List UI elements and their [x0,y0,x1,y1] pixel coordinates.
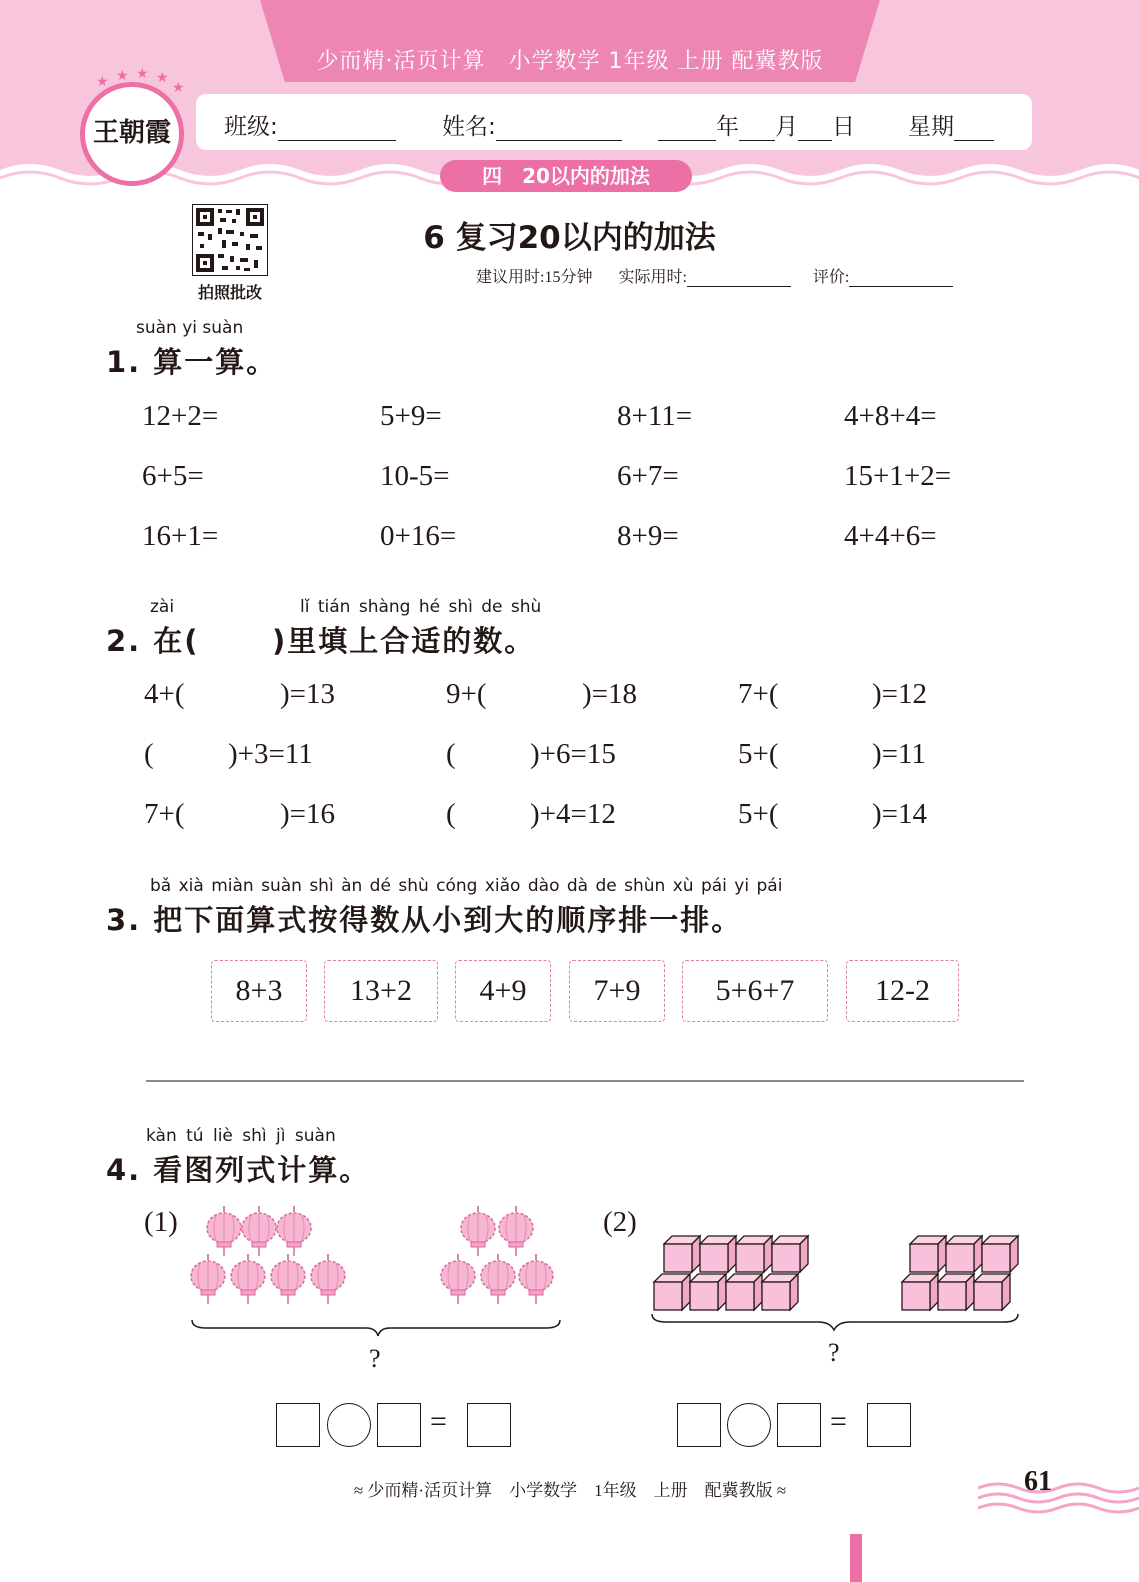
suggested-time: 建议用时:15分钟 [476,269,593,286]
lantern-icon [311,1254,345,1304]
chapter-badge: 四 20以内的加法 [440,160,692,192]
q4-part2-label: (2) [603,1206,637,1238]
q2-expr-right: )+4=12 [530,798,616,830]
lantern-icon [441,1254,475,1304]
page-number: 61 [1024,1466,1052,1497]
q2-expr-right: )=16 [280,798,336,830]
q2-expr-left: ( [446,738,456,770]
q2-expr-left: 4+( [144,678,185,710]
q2-title-end: )里填上合适的数。 [272,624,536,658]
q1-expression[interactable]: 15+1+2= [844,460,952,492]
lantern-icon [242,1206,276,1256]
q4-pinyin: kàn tú liè shì jì suàn [146,1126,336,1146]
star-icon: ★ [96,74,109,90]
q2-expr-right: )=12 [872,678,928,710]
lantern-icon [481,1254,515,1304]
class-label: 班级: [224,114,278,140]
cube-illustration [648,1232,1024,1336]
cube-icon [772,1236,808,1272]
lesson-title: 6 复习20以内的加法 [423,220,716,256]
q1-expression[interactable]: 10-5= [380,460,450,492]
page-tab-marker [850,1534,862,1582]
q1-expression[interactable]: 12+2= [142,400,219,432]
series-title: 少而精·活页计算 小学数学 1年级 上册 配冀教版 [316,49,824,74]
q3-card[interactable]: 13+2 [324,960,438,1022]
day-label: 日 [832,114,855,140]
star-icon: ★ [116,68,129,84]
q1-expression[interactable]: 5+9= [380,400,442,432]
footer-text: ≈ 少而精·活页计算 小学数学 1年级 上册 配冀教版 ≈ [353,1481,787,1500]
q2-pinyin: lǐ tián shàng hé shì de shù [300,597,542,617]
equals-sign: = [830,1405,847,1438]
q4-question-mark: ? [369,1344,381,1373]
lantern-icon [499,1206,533,1256]
cube-icon [690,1274,726,1310]
q2-expr-left: 9+( [446,678,487,710]
q4-part1-label: (1) [144,1206,178,1238]
lantern-icon [207,1206,241,1256]
q3-card[interactable]: 12-2 [846,960,959,1022]
lantern-icon [271,1254,305,1304]
q2-pinyin-zai: zài [150,597,175,617]
date-field[interactable] [658,108,855,141]
name-label: 姓名: [442,114,496,140]
cube-icon [974,1274,1010,1310]
cube-icon [762,1274,798,1310]
answer-box[interactable] [377,1403,421,1447]
q3-title: 3. 把下面算式按得数从小到大的顺序排一排。 [106,903,743,937]
logo-text: 王朝霞 [92,118,171,147]
month-label: 月 [775,114,798,140]
star-icon: ★ [172,80,185,96]
q1-expression[interactable]: 16+1= [142,520,219,552]
lantern-icon [519,1254,553,1304]
q1-expression[interactable]: 6+7= [617,460,679,492]
q3-card[interactable]: 4+9 [455,960,551,1022]
q2-expr-left: 5+( [738,798,779,830]
q4-question-mark: ? [828,1338,840,1367]
q2-expr-right: )=14 [872,798,928,830]
q1-pinyin: suàn yi suàn [136,318,244,338]
cube-icon [910,1236,946,1272]
weekday-label: 星期 [908,114,954,140]
q3-card[interactable]: 8+3 [211,960,307,1022]
q2-expr-right: )=13 [280,678,336,710]
class-field[interactable] [224,108,396,141]
answer-box[interactable] [867,1403,911,1447]
q2-expr-left: 7+( [144,798,185,830]
lantern-icon [191,1254,225,1304]
answer-box[interactable] [677,1403,721,1447]
star-icon: ★ [156,70,169,86]
q3-pinyin: bǎ xià miàn suàn shì àn dé shù cóng xiǎo dào dà de shùn xù pái yi pái [150,876,783,896]
footer-wave [978,1480,1139,1514]
cube-icon [982,1236,1018,1272]
rating-field[interactable] [849,268,953,287]
lantern-icon [277,1206,311,1256]
q3-card[interactable]: 5+6+7 [682,960,828,1022]
actual-time-label: 实际用时: [618,269,687,286]
actual-time-field[interactable] [687,268,791,287]
name-field[interactable] [442,108,622,141]
q1-title: 1. 算一算。 [106,345,278,379]
lantern-illustration [186,1202,572,1338]
q1-expression[interactable]: 0+16= [380,520,457,552]
rating-label: 评价: [812,269,850,286]
time-line [476,264,953,287]
cube-icon [654,1274,690,1310]
q1-expression[interactable]: 8+11= [617,400,693,432]
year-label: 年 [716,114,739,140]
cube-icon [902,1274,938,1310]
answer-box[interactable] [276,1403,320,1447]
q1-expression[interactable]: 6+5= [142,460,204,492]
cube-icon [700,1236,736,1272]
answer-box[interactable] [467,1403,511,1447]
star-icon: ★ [136,66,149,82]
answer-line[interactable] [146,1080,1024,1082]
equals-sign: = [430,1405,447,1438]
q2-expr-left: ( [446,798,456,830]
q2-expr-left: 7+( [738,678,779,710]
q2-expr-right: )+3=11 [228,738,313,770]
operator-circle[interactable] [327,1403,371,1447]
q4-title: 4. 看图列式计算。 [106,1153,371,1187]
q1-expression[interactable]: 4+4+6= [844,520,937,552]
operator-circle[interactable] [727,1403,771,1447]
q1-expression[interactable]: 4+8+4= [844,400,937,432]
cube-icon [938,1274,974,1310]
lantern-icon [461,1206,495,1256]
q2-expr-left: ( [144,738,154,770]
answer-box[interactable] [777,1403,821,1447]
weekday-field[interactable] [908,108,994,141]
cube-icon [736,1236,772,1272]
lantern-icon [231,1254,265,1304]
qr-label: 拍照批改 [197,283,262,302]
cube-icon [664,1236,700,1272]
q2-expr-right: )=11 [872,738,926,770]
cube-icon [946,1236,982,1272]
q3-card[interactable]: 7+9 [569,960,665,1022]
q2-expr-right: )+6=15 [530,738,616,770]
q2-title-start: 2. 在( [106,624,200,658]
cube-icon [726,1274,762,1310]
q2-expr-right: )=18 [582,678,638,710]
q1-expression[interactable]: 8+9= [617,520,679,552]
q2-expr-left: 5+( [738,738,779,770]
